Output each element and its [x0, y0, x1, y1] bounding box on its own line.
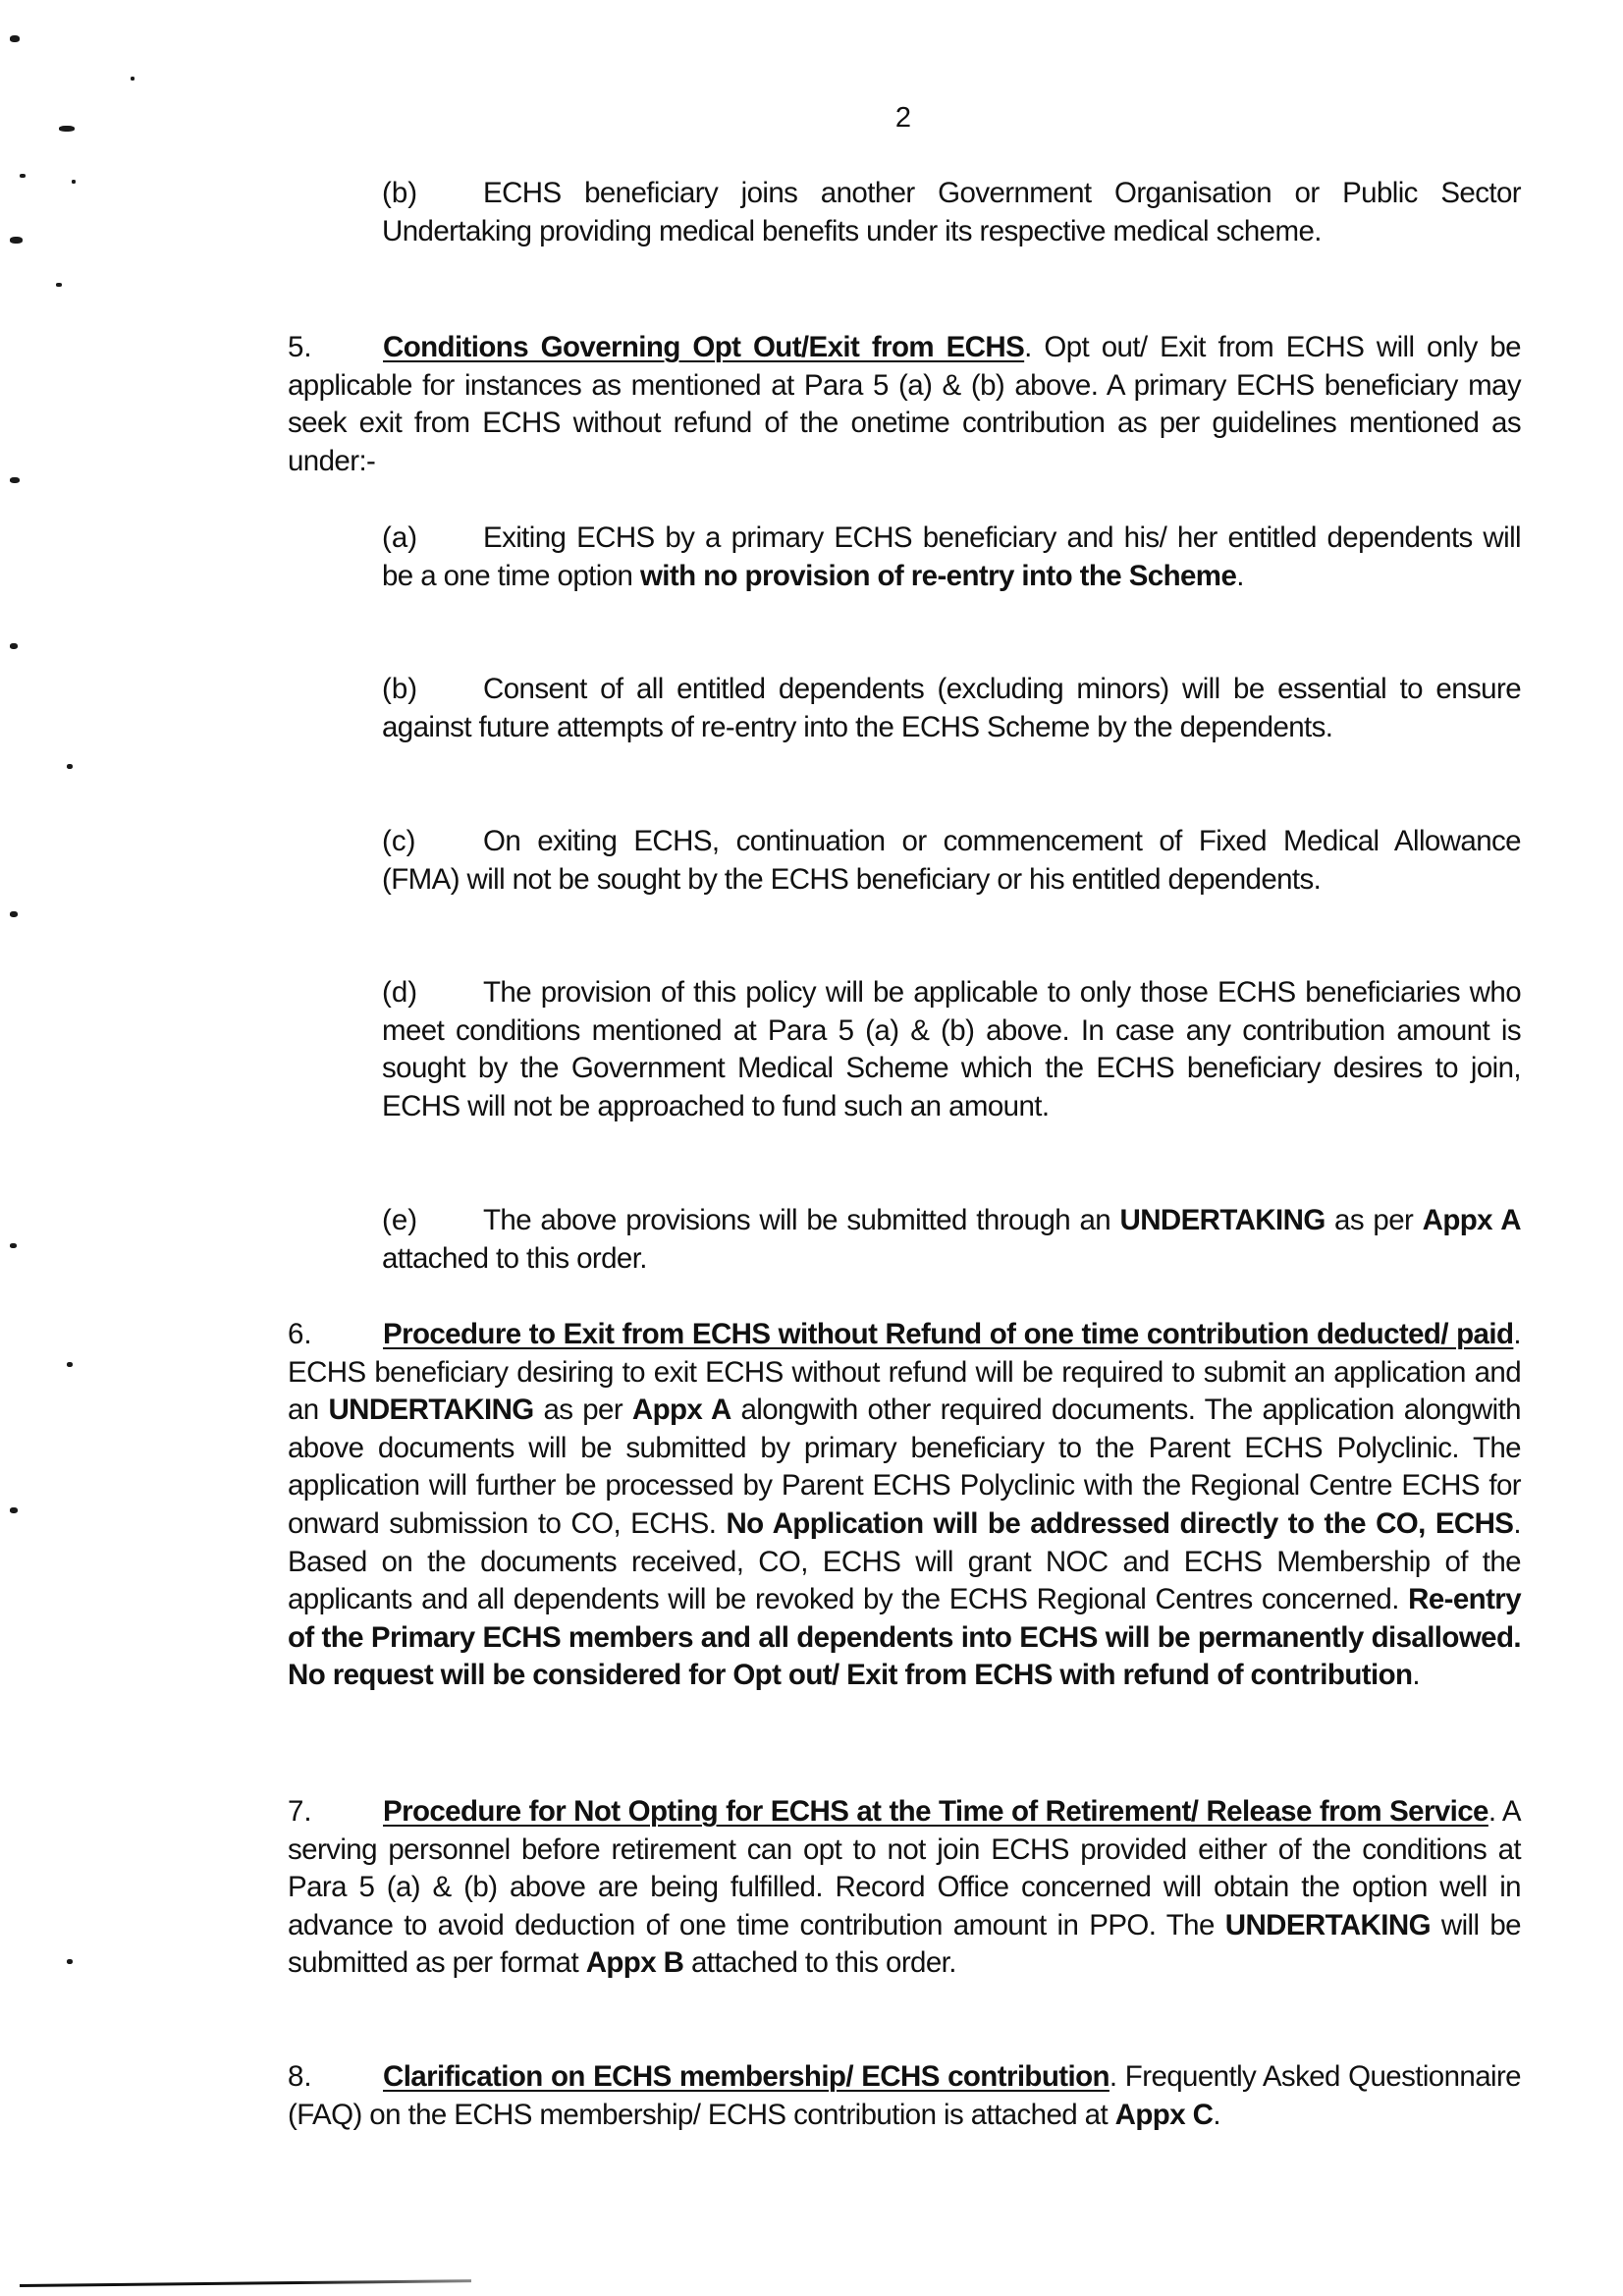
- paragraph-number: 8.: [288, 2060, 312, 2093]
- paragraph-6: [288, 1316, 1521, 1695]
- paragraph-number: 5.: [288, 331, 312, 363]
- item-bold-text: with no provision of re-entry into the Scheme: [639, 559, 1237, 592]
- undertaking-ref: UNDERTAKING: [1119, 1204, 1325, 1236]
- scan-speck: [67, 1362, 73, 1367]
- paragraph-5a: [382, 519, 1521, 595]
- paragraph-text: attached to this order.: [683, 1946, 956, 1980]
- paragraph-number: 6.: [288, 1318, 312, 1350]
- paragraph-text: . Frequently Asked Questionnaire (FAQ) on the ECHS membership/ ECHS contribution is attached at: [288, 2060, 1521, 2131]
- paragraph-text: alongwith other required documents. The application alongwith above documents will be submitted by primary beneficiary to the Parent ECHS Polyclinic. The application will further be processed by Parent ECHS Polyclinic with the Regional Centre ECHS for onward submission to CO, ECHS.: [288, 1394, 1521, 1540]
- paragraph-text: . ECHS beneficiary desiring to exit ECHS without refund will be required to submit an application and an: [288, 1318, 1521, 1427]
- bottom-rule: [20, 2279, 471, 2287]
- scan-speck: [56, 283, 62, 287]
- paragraph-7: [288, 1793, 1521, 1983]
- paragraph-text: . A serving personnel before retirement can opt to not join ECHS provided either of the conditions at Para 5 (a) & (b) above are being fulfilled. Record Office concerned will obtain the option well in advance to avoid deduction of one time contribution amount in PPO. The: [288, 1795, 1521, 1941]
- undertaking-ref: UNDERTAKING: [1224, 1908, 1431, 1941]
- scan-speck: [10, 477, 20, 483]
- paragraph-heading: Clarification on ECHS membership/ ECHS contribution: [383, 2060, 1109, 2093]
- paragraph-text: . Opt out/ Exit from ECHS will only be applicable for instances as mentioned at Para 5 (a) & (b) above. A primary ECHS beneficiary may seek exit from ECHS without refund of the onetime contribution as per guidelines mentioned as under:-: [288, 331, 1521, 477]
- paragraph-text: .: [1412, 1659, 1421, 1692]
- scan-speck: [67, 1959, 73, 1964]
- scan-speck: [10, 911, 18, 917]
- paragraph-5: [288, 329, 1521, 480]
- item-label: (d): [382, 976, 418, 1009]
- item-label: (c): [382, 825, 416, 857]
- paragraph-text: .: [1213, 2098, 1220, 2131]
- appendix-ref: Appx A: [1422, 1204, 1521, 1236]
- paragraph-5d: [382, 974, 1521, 1125]
- item-text: Exiting ECHS by a primary ECHS beneficiary and his/ her entitled dependents will be a one time option: [382, 521, 1521, 592]
- scan-speck: [10, 643, 18, 649]
- paragraph-5b: [382, 671, 1521, 746]
- appendix-ref: Appx C: [1114, 2098, 1214, 2131]
- scan-speck: [20, 174, 26, 178]
- paragraph-4b: [382, 175, 1521, 250]
- paragraph-number: 7.: [288, 1795, 312, 1828]
- item-label: (b): [382, 177, 418, 209]
- paragraph-text: will be submitted as per format: [288, 1908, 1521, 1980]
- item-label: (a): [382, 521, 418, 554]
- page-number: 2: [894, 102, 912, 134]
- item-text: as per: [1325, 1204, 1423, 1236]
- scan-speck: [10, 1507, 18, 1513]
- paragraph-5e: [382, 1202, 1521, 1278]
- paragraph-5c: [382, 823, 1521, 899]
- item-text: The provision of this policy will be applicable to only those ECHS beneficiaries who meet conditions mentioned at Para 5 (a) & (b) above. In case any contribution amount is sought by the Government Medical Scheme which the ECHS beneficiary desires to join, ECHS will not be approached to fund such an amount.: [382, 976, 1521, 1122]
- item-label: (b): [382, 673, 418, 705]
- item-text: On exiting ECHS, continuation or commencement of Fixed Medical Allowance (FMA) will not be sought by the ECHS beneficiary or his entitled dependents.: [382, 825, 1521, 896]
- item-text: The above provisions will be submitted through an: [483, 1204, 1120, 1236]
- paragraph-8: [288, 2058, 1521, 2134]
- bold-statement: Re-entry of the Primary ECHS members and all dependents into ECHS will be permanently disallowed. No request will be considered for Opt out/ Exit from ECHS with refund of contribution: [288, 1583, 1521, 1692]
- paragraph-heading: Procedure to Exit from ECHS without Refund of one time contribution deducted/ paid: [383, 1318, 1514, 1350]
- scan-speck: [10, 1243, 17, 1248]
- appendix-ref: Appx B: [585, 1946, 684, 1980]
- bold-statement: No Application will be addressed directly to the CO, ECHS: [726, 1506, 1514, 1540]
- paragraph-heading: Procedure for Not Opting for ECHS at the Time of Retirement/ Release from Service: [383, 1795, 1488, 1828]
- item-label: (e): [382, 1204, 418, 1236]
- paragraph-heading: Conditions Governing Opt Out/Exit from ECHS: [383, 331, 1025, 363]
- scan-speck: [10, 237, 23, 244]
- scan-speck: [131, 77, 135, 81]
- paragraph-text: as per: [533, 1394, 632, 1427]
- item-tail: .: [1236, 559, 1244, 592]
- scan-speck: [67, 764, 73, 769]
- paragraph-text: . Based on the documents received, CO, ECHS will grant NOC and ECHS Membership of the applicants and all dependents will be revoked by the ECHS Regional Centres concerned.: [288, 1506, 1521, 1616]
- item-text: attached to this order.: [382, 1241, 647, 1275]
- item-text: ECHS beneficiary joins another Government Organisation or Public Sector Undertaking providing medical benefits under its respective medical scheme.: [382, 177, 1521, 247]
- undertaking-ref: UNDERTAKING: [328, 1394, 534, 1427]
- scan-speck: [72, 180, 76, 184]
- appendix-ref: Appx A: [631, 1394, 731, 1427]
- scan-speck: [10, 35, 20, 42]
- item-text: Consent of all entitled dependents (excluding minors) will be essential to ensure against future attempts of re-entry into the ECHS Scheme by the dependents.: [382, 673, 1521, 743]
